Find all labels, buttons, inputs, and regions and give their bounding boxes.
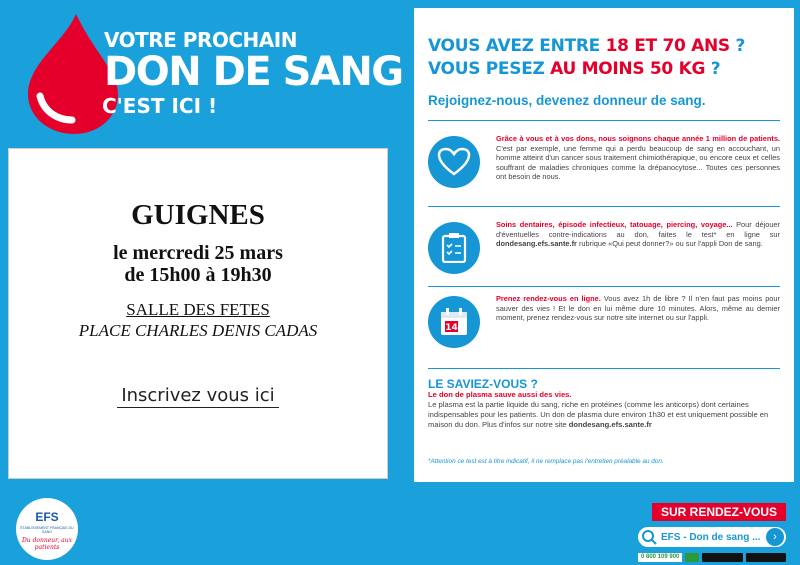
efs-logo <box>16 498 78 560</box>
efs-logo-tagline: ÉTABLISSEMENT FRANÇAIS DU SANG <box>20 526 74 534</box>
info-panel <box>414 8 794 482</box>
did-you-know-body: Le plasma est la partie liquide du sang, riche en protéines (comme les anticorps) dont certaines indispensables pour les patients. Un don de plasma dure environ 1h30 et est uniquement possible en maison du don. Plus d'infos sur notre site dondesang.efs.sante.fr <box>428 400 769 429</box>
info-item-text: Prenez rendez-vous en ligne. Vous avez 1h de libre ? Il n'en faut pas moins pour sauver des vies ! Et le don en lui même dure 10 minutes. Alors, même au dernier moment, prenez rendez-vous sur notre site internet ou sur l'appli. <box>496 294 780 323</box>
app-store-badge[interactable] <box>702 553 742 562</box>
hero-line-3: C'EST ICI ! <box>102 94 218 118</box>
contact-strip <box>638 551 786 563</box>
age-question: VOUS AVEZ ENTRE 18 ET 70 ANS ? <box>428 36 746 56</box>
disclaimer-note: *Attention ce test est à titre indicatif, il ne remplace pas l'entretien préalable au don. <box>428 458 664 465</box>
divider <box>428 206 780 207</box>
event-town: GUIGNES <box>131 199 265 231</box>
event-address: PLACE CHARLES DENIS CADAS <box>78 321 318 340</box>
did-you-know-subtitle: Le don de plasma sauve aussi des vies. <box>428 390 572 399</box>
efs-logo-slogan: Du donneur, aux patients <box>21 537 73 551</box>
efs-logo-mark: EFS <box>35 510 59 524</box>
event-card <box>8 148 388 479</box>
appointment-banner: SUR RENDEZ-VOUS <box>652 503 786 521</box>
info-item-text: Grâce à vous et à vos dons, nous soignons chaque année 1 million de patients. C'est par exemple, une femme qui a perdu beaucoup de sang en accouchant, un homme atteint d'un cancer sous traitement chimiothérapique, ou encore ceux et celles souffrant de maladies chroniques comme la drépanocytose... Toutes ces personnes ont besoin de nous. <box>496 134 780 182</box>
search-icon <box>640 528 658 546</box>
did-you-know <box>428 379 780 430</box>
hero-line-2: DON DE SANG <box>104 49 403 95</box>
google-play-badge[interactable] <box>746 553 786 562</box>
free-call-badge <box>685 553 699 562</box>
event-date: le mercredi 25 mars <box>113 242 283 264</box>
phone-number: 0 800 109 900 <box>638 553 682 562</box>
weight-question: VOUS PESEZ AU MOINS 50 KG ? <box>428 59 721 79</box>
search-bar[interactable] <box>638 527 786 547</box>
hero-title <box>104 30 403 116</box>
join-text: Rejoignez-nous, devenez donneur de sang. <box>428 93 706 108</box>
did-you-know-title: LE SAVIEZ-VOUS ? <box>428 377 538 391</box>
divider <box>428 120 780 121</box>
search-arrow-icon[interactable]: › <box>766 528 784 546</box>
event-venue: SALLE DES FETES <box>126 300 270 319</box>
search-text: EFS - Don de sang ... <box>661 531 761 543</box>
checklist-icon <box>428 222 480 274</box>
info-item-text: Soins dentaires, épisode infectieux, tatouage, piercing, voyage... Pour déjouer d'éventuelles contre-indications au don, faites le test* en ligne sur dondesang.efs.sante.fr rubrique «Qui peut donner?» ou sur l'appli Don de sang. <box>496 220 780 249</box>
signup-link[interactable]: Inscrivez vous ici <box>117 385 278 408</box>
divider <box>428 368 780 369</box>
svg-text:14: 14 <box>445 323 458 333</box>
hero-line-1: VOTRE PROCHAIN <box>104 28 297 52</box>
calendar-icon <box>428 296 480 348</box>
event-time: de 15h00 à 19h30 <box>124 264 272 286</box>
heart-hands-icon <box>428 136 480 188</box>
divider <box>428 286 780 287</box>
